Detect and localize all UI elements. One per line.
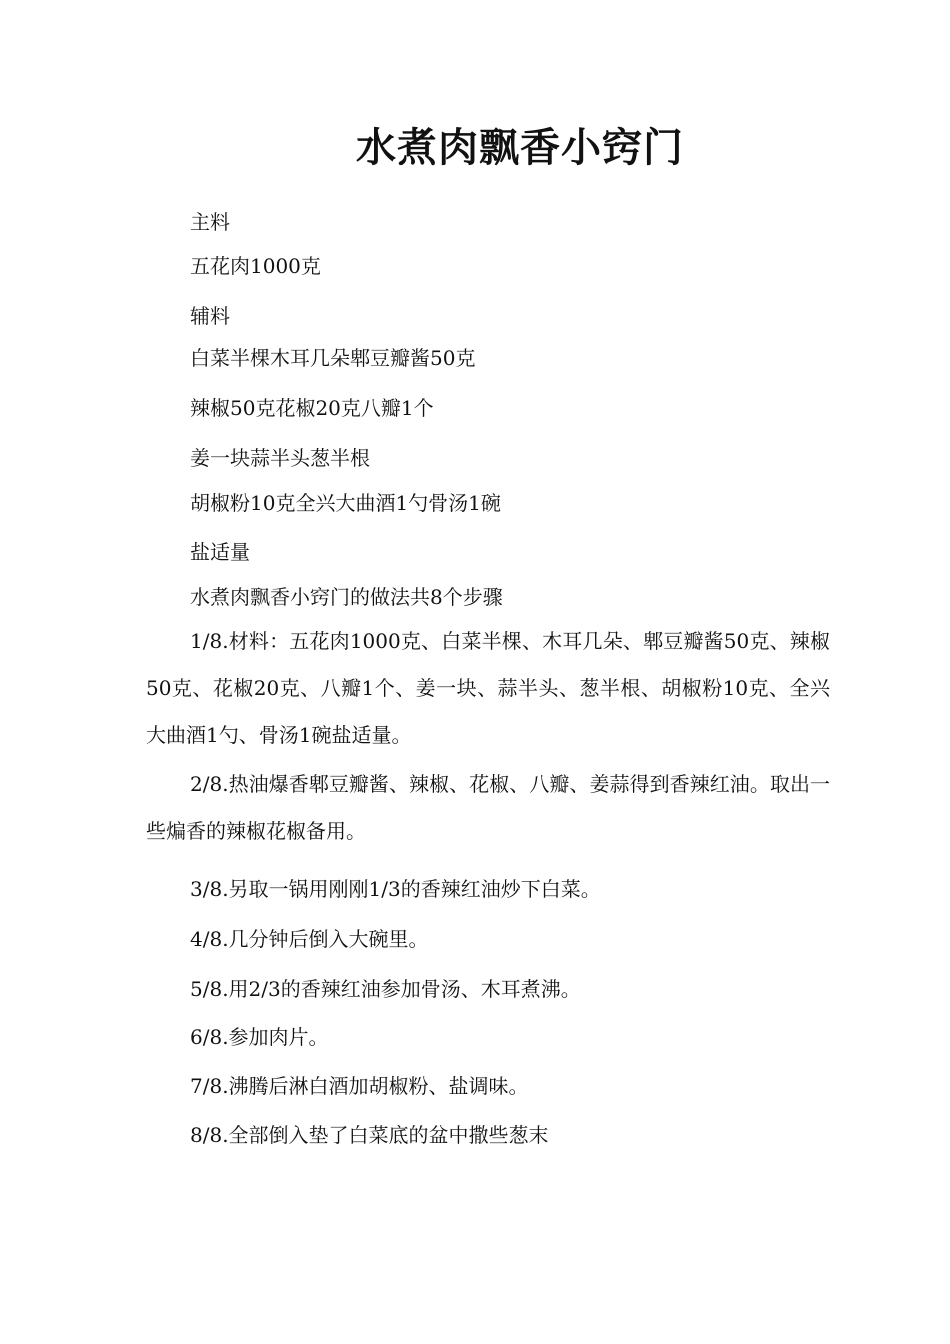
document-title: 水煮肉飘香小窍门 <box>356 124 684 171</box>
paragraph-aux-ingredients-2: 辣椒50克花椒20克八瓣1个 <box>190 396 434 420</box>
paragraph-aux-ingredients-4: 胡椒粉10克全兴大曲酒1勺骨汤1碗 <box>190 491 501 515</box>
paragraph-step-1: 1/8.材料：五花肉1000克、白菜半棵、木耳几朵、郫豆瓣酱50克、辣椒50克、花椒20克、八瓣1个、姜一块、蒜半头、葱半根、胡椒粉10克、全兴大曲酒1勺、骨汤1碗盐适量。 <box>146 629 830 747</box>
paragraph-step-3: 3/8.另取一锅用刚刚1/3的香辣红油炒下白菜。 <box>190 877 601 901</box>
paragraph-aux-ingredients-1: 白菜半棵木耳几朵郫豆瓣酱50克 <box>190 346 476 370</box>
paragraph-step-6: 6/8.参加肉片。 <box>190 1025 329 1049</box>
paragraph-aux-ingredients-3: 姜一块蒜半头葱半根 <box>190 446 370 470</box>
paragraph-step-4: 4/8.几分钟后倒入大碗里。 <box>190 927 429 951</box>
paragraph-step-2: 2/8.热油爆香郫豆瓣酱、辣椒、花椒、八瓣、姜蒜得到香辣红油。取出一些煸香的辣椒花椒备用。 <box>146 772 830 843</box>
paragraph-step-5: 5/8.用2/3的香辣红油参加骨汤、木耳煮沸。 <box>190 977 581 1001</box>
paragraph-salt: 盐适量 <box>190 540 250 564</box>
paragraph-main-ingredients: 五花肉1000克 <box>190 254 321 278</box>
paragraph-aux-ingredients-heading: 辅料 <box>190 304 230 328</box>
paragraph-step-7: 7/8.沸腾后淋白酒加胡椒粉、盐调味。 <box>190 1074 529 1098</box>
document-body <box>146 206 830 1147</box>
paragraph-step-8: 8/8.全部倒入垫了白菜底的盆中撒些葱末 <box>190 1123 549 1147</box>
paragraph-steps-intro: 水煮肉飘香小窍门的做法共8个步骤 <box>190 585 503 609</box>
paragraph-main-ingredients-heading: 主料 <box>190 210 230 234</box>
